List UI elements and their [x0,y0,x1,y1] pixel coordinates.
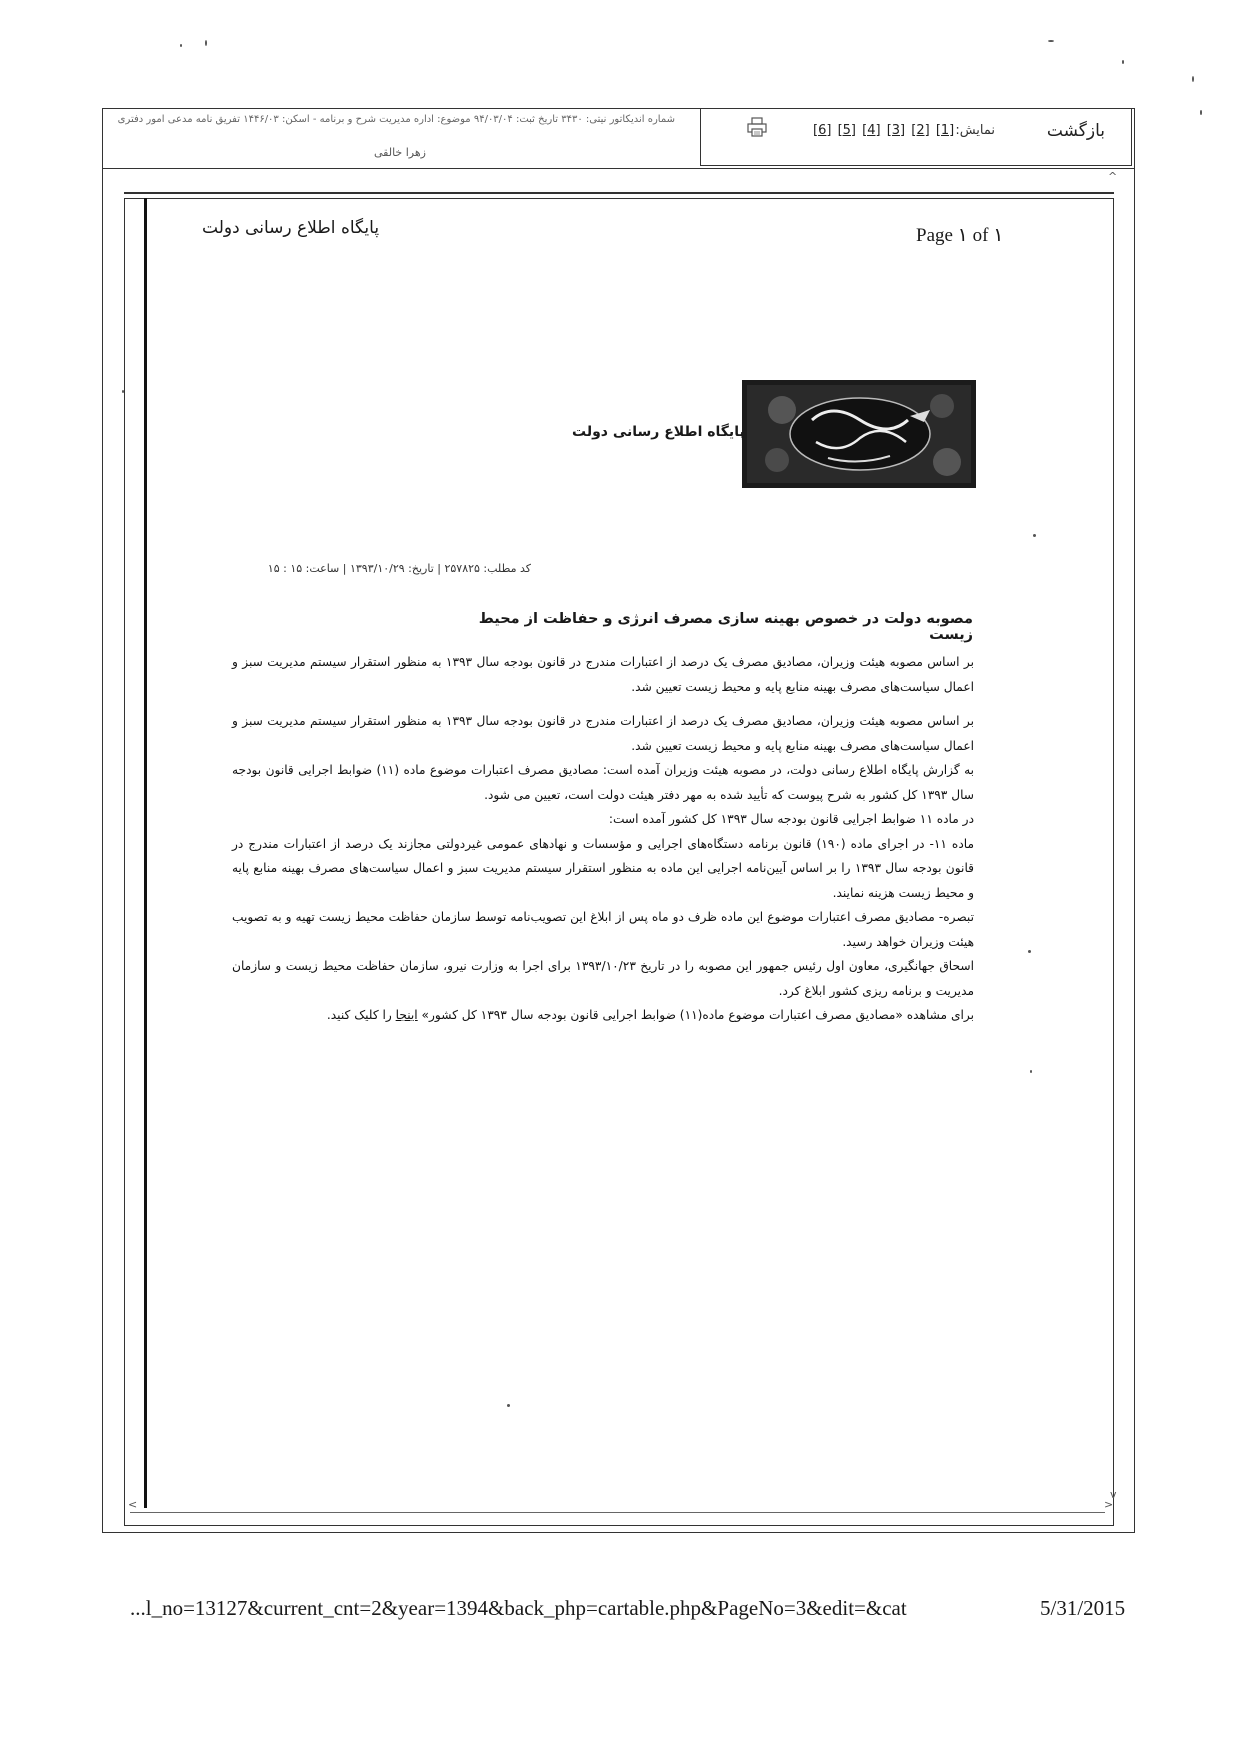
display-label: نمایش: [955,123,995,138]
paragraph: بر اساس مصوبه هیئت وزیران، مصادیق مصرف یک درصد از اعتبارات مندرج در قانون بودجه سال ۱۳۹۳ به منظور استقرار سیستم مدیریت سبز و اعمال سیاست‌های مصرف بهینه منابع پایه و محیط زیست تعیین شد. [232,655,974,694]
scroll-left-arrow[interactable]: < [128,1498,138,1511]
print-date: 5/31/2015 [1040,1596,1126,1620]
page-link-4[interactable]: [4] [862,123,881,138]
page-count: Page ۱ of ۱ [916,225,1004,246]
author-name: زهرا خالقی [374,146,426,159]
page-links [813,123,956,138]
link-prefix: برای مشاهده «مصادیق مصرف اعتبارات موضوع ماده(۱۱) ضوابط اجرایی قانون بودجه سال ۱۳۹۳ کل کشور» [417,1008,974,1022]
scroll-down-arrow[interactable]: v [1110,1488,1117,1501]
government-portal-logo [742,380,976,488]
page-link-5[interactable]: [5] [837,123,856,138]
here-link[interactable]: اینجا [395,1008,418,1022]
paragraph: در ماده ۱۱ ضوابط اجرایی قانون بودجه سال ۱۳۹۳ کل کشور آمده است: [608,812,974,826]
site-name: پایگاه اطلاع رسانی دولت [202,218,380,238]
scan-speck [1122,60,1124,64]
paragraph: اسحاق جهانگیری، معاون اول رئیس جمهور این مصوبه را در تاریخ ۱۳۹۳/۱۰/۲۳ برای اجرا به وزارت نیرو، سازمان حفاظت محیط زیست و سازمان مدیریت و برنامه ریزی کشور ابلاغ کرد. [232,959,974,998]
header-bar [102,108,1135,168]
page-url: ...l_no=13127&current_cnt=2&year=1394&back_php=cartable.php&PageNo=3&edit=&cat [130,1596,907,1620]
page-link-3[interactable]: [3] [886,123,906,138]
article-body [232,650,974,1028]
document-top-border [124,192,1114,194]
horizontal-scrollbar[interactable] [130,1500,1105,1513]
article-meta: کد مطلب: ۲۵۷۸۲۵ | تاریخ: ۱۳۹۳/۱۰/۲۹ | ساعت: ۱۵ : ۱۵ [267,562,531,575]
paragraph [232,1003,974,1028]
scroll-right-arrow[interactable]: > [1104,1498,1114,1511]
paragraph: بر اساس مصوبه هیئت وزیران، مصادیق مصرف یک درصد از اعتبارات مندرج در قانون بودجه سال ۱۳۹۳ به منظور استقرار سیستم مدیریت سبز و اعمال سیاست‌های مصرف بهینه منابع پایه و محیط زیست تعیین شد. [232,714,974,753]
page-link-2[interactable]: [2] [911,123,930,138]
page-link-6[interactable]: [6] [813,123,832,138]
scan-speck [1200,110,1202,115]
letter-info: شماره اندیکاتور نیتی: ۳۴۳۰ تاریخ ثبت: ۹۴/۰۳/۰۴ موضوع: اداره مدیریت شرح و برنامه - اسکن: ۱۴۴۶/۰۳ تفریق نامه مدعی امور دفتری [117,114,675,125]
back-link[interactable]: بازگشت [1046,121,1105,141]
link-suffix: را کلیک کنید. [326,1008,396,1022]
logo-caption: پایگاه اطلاع رسانی دولت [572,424,745,440]
scroll-up-arrow[interactable]: ^ [1108,170,1118,183]
article-title: مصوبه دولت در خصوص بهینه سازی مصرف انرژی و حفاظت از محیط زیست [478,611,973,643]
scan-speck [1048,40,1054,42]
paragraph: تبصره- مصادیق مصرف اعتبارات موضوع این ماده ظرف دو ماه پس از ابلاغ این تصویب‌نامه توسط سازمان حفاظت محیط زیست تهیه و به تصویب هیئت وزیران خواهد رسید. [232,910,974,949]
nav-box [700,108,1132,166]
page-link-1[interactable]: [1] [935,123,955,138]
printer-icon[interactable] [747,117,767,137]
scan-speck [1192,76,1194,82]
scan-speck [205,40,207,46]
scan-speck [180,44,182,47]
paragraph: ماده ۱۱- در اجرای ماده (۱۹۰) قانون برنامه دستگاه‌های اجرایی و مؤسسات و نهادهای عمومی غیردولتی مجازند یک درصد از اعتبارات مندرج در قانون بودجه سال ۱۳۹۳ را بر اساس آیین‌نامه اجرایی این ماده به منظور استقرار سیستم مدیریت سبز و اعمال سیاست‌های مصرف بهینه منابع پایه و محیط زیست هزینه نمایند. [232,836,974,900]
scan-edge-line [144,198,147,1508]
paragraph: به گزارش پایگاه اطلاع رسانی دولت، در مصوبه هیئت وزیران آمده است: مصادیق مصرف اعتبارات موضوع ماده (۱۱) ضوابط اجرایی قانون بودجه سال ۱۳۹۳ کل کشور به شرح پیوست که تأیید شده به مهر دفتر هیئت دولت است، تعیین می شود. [232,763,975,802]
